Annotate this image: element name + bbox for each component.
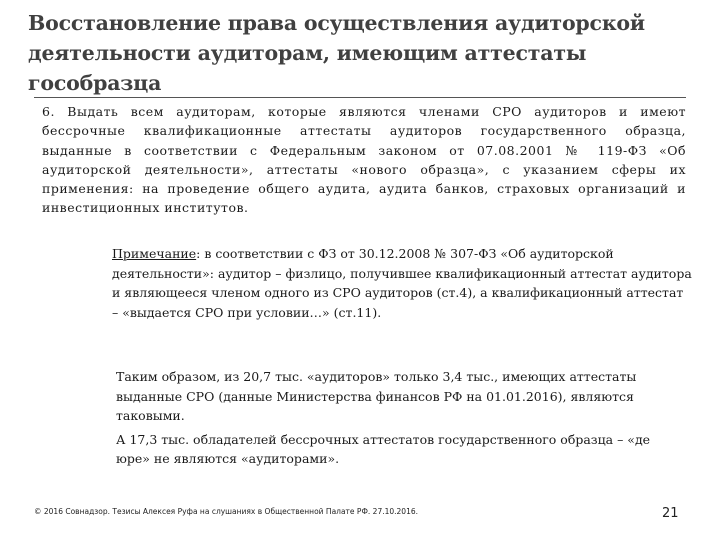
note-block: [112, 244, 692, 322]
note-text: : в соответствии с ФЗ от 30.12.2008 № 307-ФЗ «Об аудиторской деятельности»: аудитор – физлицо, получившее квалификационный аттестат аудитора и являющееся членом одного из СРО аудиторов (ст.4), а квалификационный аттестат – «выдается СРО при условии…» (ст.11).: [112, 246, 692, 320]
conclusion-paragraph-1: Таким образом, из 20,7 тыс. «аудиторов» только 3,4 тыс., имеющих аттестаты выданные СРО (данные Министерства финансов РФ на 01.01.2016), являются таковыми.: [116, 369, 637, 423]
slide-title: Восстановление права осуществления аудиторской деятельности аудиторам, имеющим аттестаты гособразца: [28, 11, 645, 95]
title-divider: [34, 97, 686, 98]
conclusion-paragraph-2: А 17,3 тыс. обладателей бессрочных аттестатов государственного образца – «де юре» не являются «аудиторами».: [116, 431, 651, 466]
page-number: 21: [662, 506, 679, 521]
paragraph-6: 6. Выдать всем аудиторам, которые являются членами СРО аудиторов и имеют бессрочные квалификационные аттестаты аудиторов государственного образца, выданные в соответствии с Федеральным законом от 07.08.2001 № 119-ФЗ «Об аудиторской деятельности», аттестаты «нового образца», с указанием сферы их применения: на проведение общего аудита, аудита банков, страховых организаций и инвестиционных институтов.: [42, 104, 686, 216]
note-label: Примечание: [112, 246, 197, 261]
footer-copyright: © 2016 Совнадзор. Тезисы Алексея Руфа на слушаниях в Общественной Палате РФ. 27.10.2016.: [34, 507, 419, 516]
conclusion-block: [116, 367, 676, 473]
